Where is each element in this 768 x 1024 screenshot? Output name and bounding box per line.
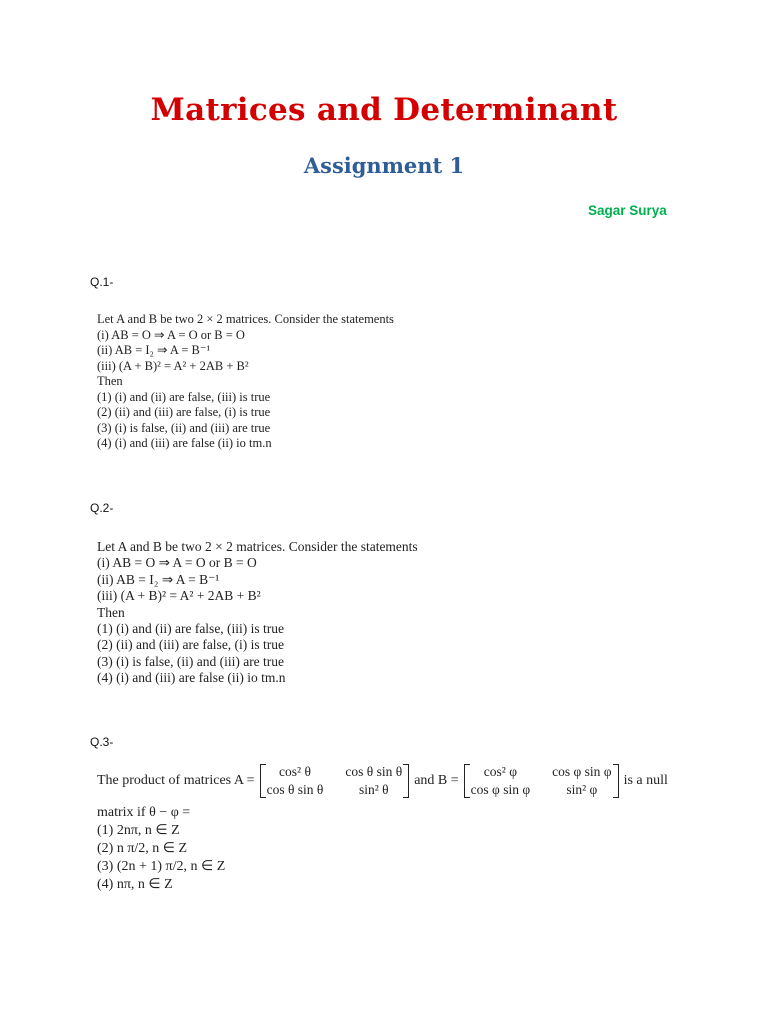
question-3-body (97, 764, 668, 894)
question-2-body (97, 539, 418, 687)
question-line: (ii) AB = I₂ ⇒ A = B⁻¹ (97, 343, 211, 357)
question-line: (ii) AB = I₂ ⇒ A = B⁻¹ (97, 571, 220, 587)
question-line: Then (97, 604, 125, 620)
question-2-label: Q.2- (90, 501, 114, 515)
question-3-label: Q.3- (90, 735, 114, 749)
author-name: Sagar Surya (588, 203, 667, 218)
assignment-subtitle: Assignment 1 (303, 153, 465, 178)
matrix-cell: sin² φ (566, 782, 598, 797)
matrix-cell: cos φ sin φ (470, 782, 531, 797)
matrix-cell: cos² θ (279, 764, 311, 779)
question-line: matrix if θ − φ = (97, 805, 191, 820)
question-line: (iii) (A + B)² = A² + 2AB + B² (97, 358, 249, 373)
option-line: (3) (2n + 1) π/2, n ∈ Z (97, 859, 226, 874)
question-1-body (97, 312, 394, 452)
matrix-statement (97, 764, 668, 798)
matrix-b (464, 764, 619, 798)
option-line: (3) (i) is false, (ii) and (iii) are true (97, 653, 285, 669)
option-line: (2) (ii) and (iii) are false, (i) is true (97, 637, 285, 653)
option-line: (2) (ii) and (iii) are false, (i) is true (97, 405, 271, 419)
option-line: (4) nπ, n ∈ Z (97, 877, 173, 892)
question-line: Then (97, 374, 123, 388)
question-line: (iii) (A + B)² = A² + 2AB + B² (97, 588, 261, 604)
matrix-cell: cos θ sin θ (266, 782, 324, 797)
option-line: (1) (i) and (ii) are false, (iii) is true (97, 621, 285, 637)
matrix-middle: and B = (414, 773, 459, 788)
question-line: Let A and B be two 2 × 2 matrices. Consider the statements (97, 312, 394, 326)
option-line: (3) (i) is false, (ii) and (iii) are true (97, 420, 271, 435)
question-line: (i) AB = O ⇒ A = O or B = O (97, 555, 257, 571)
matrix-intro: The product of matrices A = (97, 773, 255, 788)
document-title: Matrices and Determinant (150, 92, 618, 128)
matrix-cell: cos θ sin θ (345, 764, 403, 779)
question-line: (i) AB = O ⇒ A = O or B = O (97, 327, 245, 342)
matrix-cell: cos² φ (483, 764, 517, 779)
option-line: (4) (i) and (iii) are false (ii) io tm.n (97, 436, 272, 450)
option-line: (1) 2nπ, n ∈ Z (97, 823, 180, 838)
option-line: (2) n π/2, n ∈ Z (97, 841, 188, 856)
matrix-cell: sin² θ (358, 782, 389, 797)
question-line: Let A and B be two 2 × 2 matrices. Consider the statements (97, 539, 418, 554)
matrix-a (260, 764, 410, 798)
option-line: (4) (i) and (iii) are false (ii) io tm.n (97, 670, 286, 686)
option-line: (1) (i) and (ii) are false, (iii) is true (97, 389, 271, 404)
question-1-label: Q.1- (90, 275, 114, 289)
matrix-tail: is a null (623, 773, 668, 788)
matrix-cell: cos φ sin φ (552, 764, 612, 779)
